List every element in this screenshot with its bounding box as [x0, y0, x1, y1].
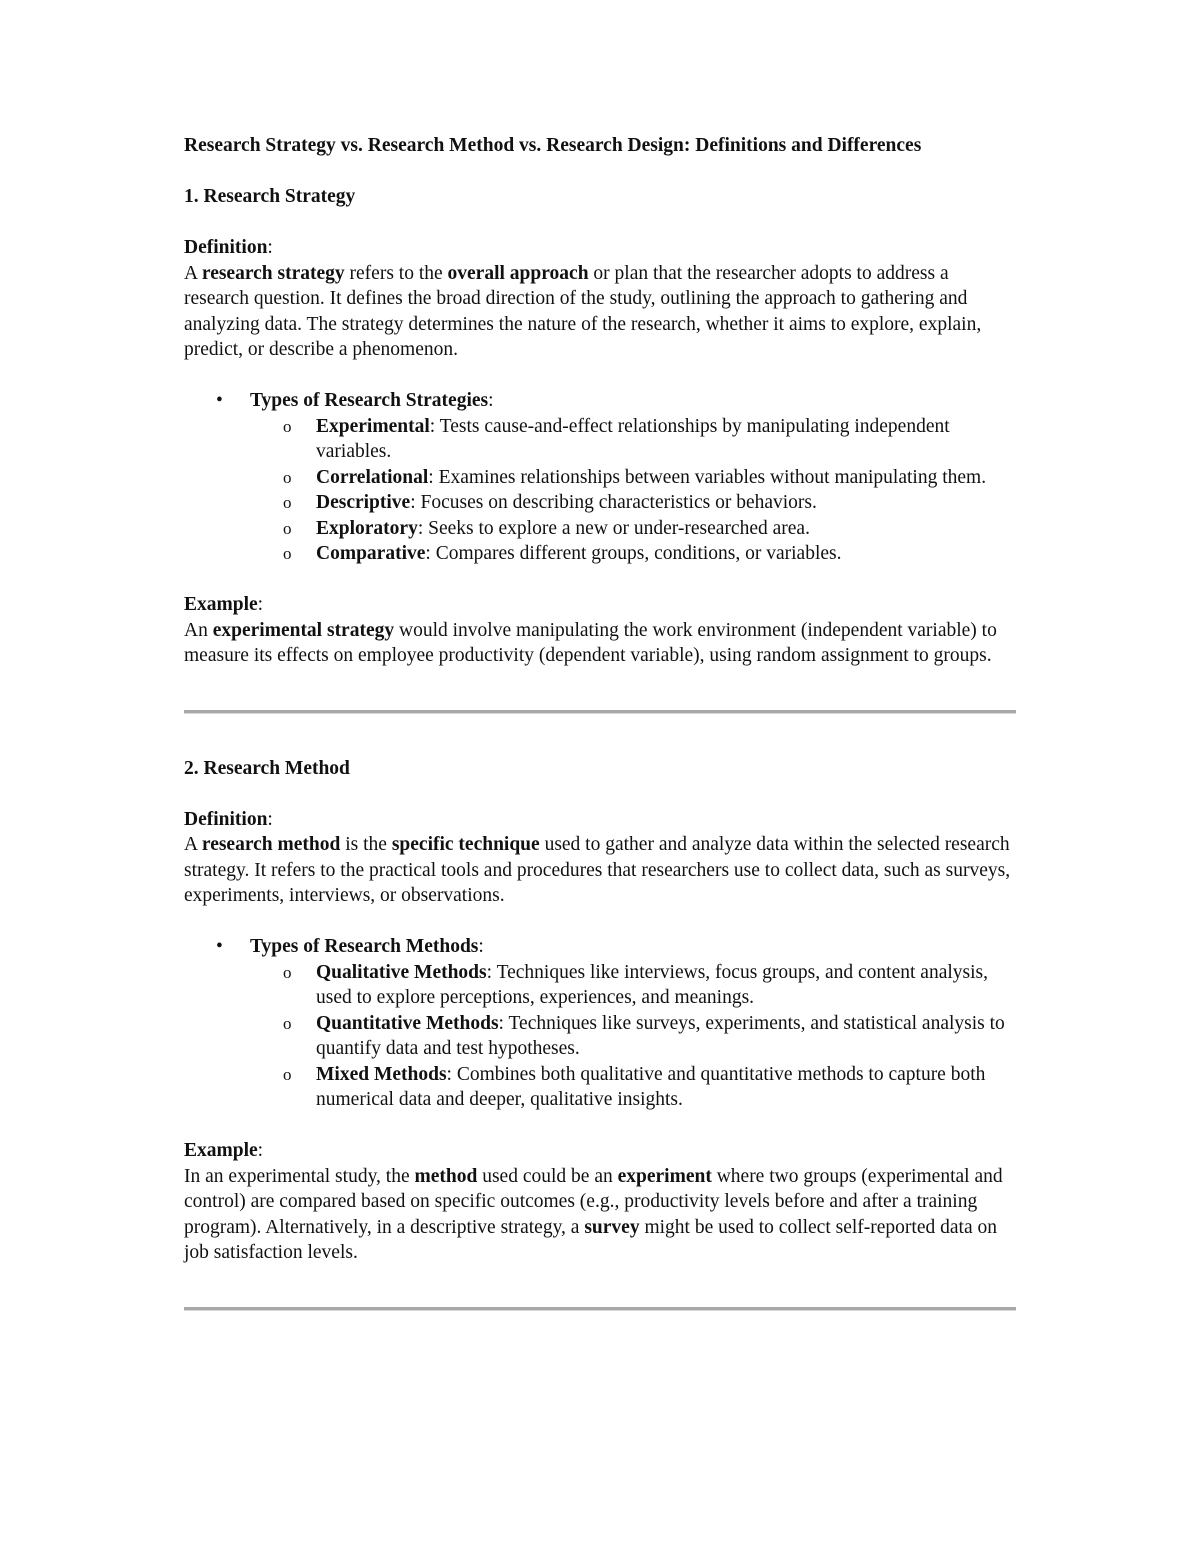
definition-paragraph: A research strategy refers to the overall approach or plan that the researcher adopts to address a research question. It defines the broad direction of the study, outlining the approach to gathering and analyzing data. The strategy determines the nature of the research, whether it aims to explore, explain, predict, or describe a phenomenon.	[184, 262, 982, 360]
circle-bullet-icon: o	[283, 416, 292, 436]
horizontal-rule	[184, 1307, 1016, 1311]
example-label: Example:	[184, 1140, 264, 1161]
list-item: • Types of Research Strategies: o Experimental: Tests cause-and-effect relationships by manipulating independent variables. o Correlational: Examines relationships between variables without manipulating them. o Descriptive: Focuses on describing characteristics or behaviors. o Exploratory: Seeks to explore a new or under-researched area. o Comparative: Compares different groups, conditions, or variables.	[184, 388, 1016, 567]
example-paragraph: An experimental strategy would involve manipulating the work environment (independent variable) to measure its effects on employee productivity (dependent variable), using random assignment to groups.	[184, 619, 997, 666]
circle-bullet-icon: o	[283, 962, 292, 982]
definition-label: Definition:	[184, 237, 273, 258]
example-label: Example:	[184, 594, 264, 615]
list-item: o Correlational: Examines relationships between variables without manipulating them.	[250, 465, 1016, 491]
list-item: o Mixed Methods: Combines both qualitative and quantitative methods to capture both numerical data and deeper, qualitative insights.	[283, 1063, 986, 1110]
bullet-icon: •	[216, 936, 223, 957]
circle-bullet-icon: o	[283, 518, 292, 538]
list-item: o Comparative: Compares different groups, conditions, or variables.	[250, 541, 1016, 567]
example-paragraph: In an experimental study, the method used could be an experiment where two groups (experimental and control) are compared based on specific outcomes (e.g., productivity levels before and after a training program). Alternatively, in a descriptive strategy, a survey might be used to collect self-reported data on job satisfaction levels.	[184, 1165, 1003, 1263]
document-title: Research Strategy vs. Research Method vs. Research Design: Definitions and Differences	[184, 135, 922, 156]
circle-bullet-icon: o	[283, 493, 292, 512]
list-item: o Experimental: Tests cause-and-effect relationships by manipulating independent variables.	[283, 415, 950, 462]
list-item: o Quantitative Methods: Techniques like surveys, experiments, and statistical analysis to quantify data and test hypotheses.	[283, 1012, 1005, 1059]
circle-bullet-icon: o	[283, 467, 292, 487]
sub-list	[250, 960, 1016, 1113]
list-item: o Qualitative Methods: Techniques like interviews, focus groups, and content analysis, used to explore perceptions, experiences, and meanings.	[283, 961, 988, 1008]
list-item: o Descriptive: Focuses on describing characteristics or behaviors.	[250, 490, 1016, 516]
definition-label: Definition:	[184, 808, 273, 830]
sub-list	[250, 414, 1016, 567]
list-item: o Exploratory: Seeks to explore a new or under-researched area.	[250, 516, 1016, 542]
section-heading-research-strategy: 1. Research Strategy	[184, 186, 356, 207]
definition-paragraph: A research method is the specific technique used to gather and analyze data within the selected research strategy. It refers to the practical tools and procedures that researchers use to collect data, such as surveys, experiments, interviews, or observations.	[184, 834, 1011, 906]
circle-bullet-icon: o	[283, 1064, 292, 1084]
document-body	[184, 133, 1016, 1353]
types-list	[184, 934, 1016, 1113]
bullet-icon: •	[216, 390, 223, 411]
list-item: • Types of Research Methods: o Qualitative Methods: Techniques like interviews, focus groups, and content analysis, used to explore perceptions, experiences, and meanings. o Quantitative Methods: Techniques like surveys, experiments, and statistical analysis to quantify data and test hypotheses. o Mixed Methods: Combines both qualitative and quantitative methods to capture both numerical data and deeper, qualitative insights.	[184, 934, 1016, 1113]
horizontal-rule	[184, 710, 1016, 714]
circle-bullet-icon: o	[283, 544, 292, 563]
section-heading-research-method: 2. Research Method	[184, 757, 350, 779]
circle-bullet-icon: o	[283, 1013, 292, 1033]
types-list	[184, 388, 1016, 567]
